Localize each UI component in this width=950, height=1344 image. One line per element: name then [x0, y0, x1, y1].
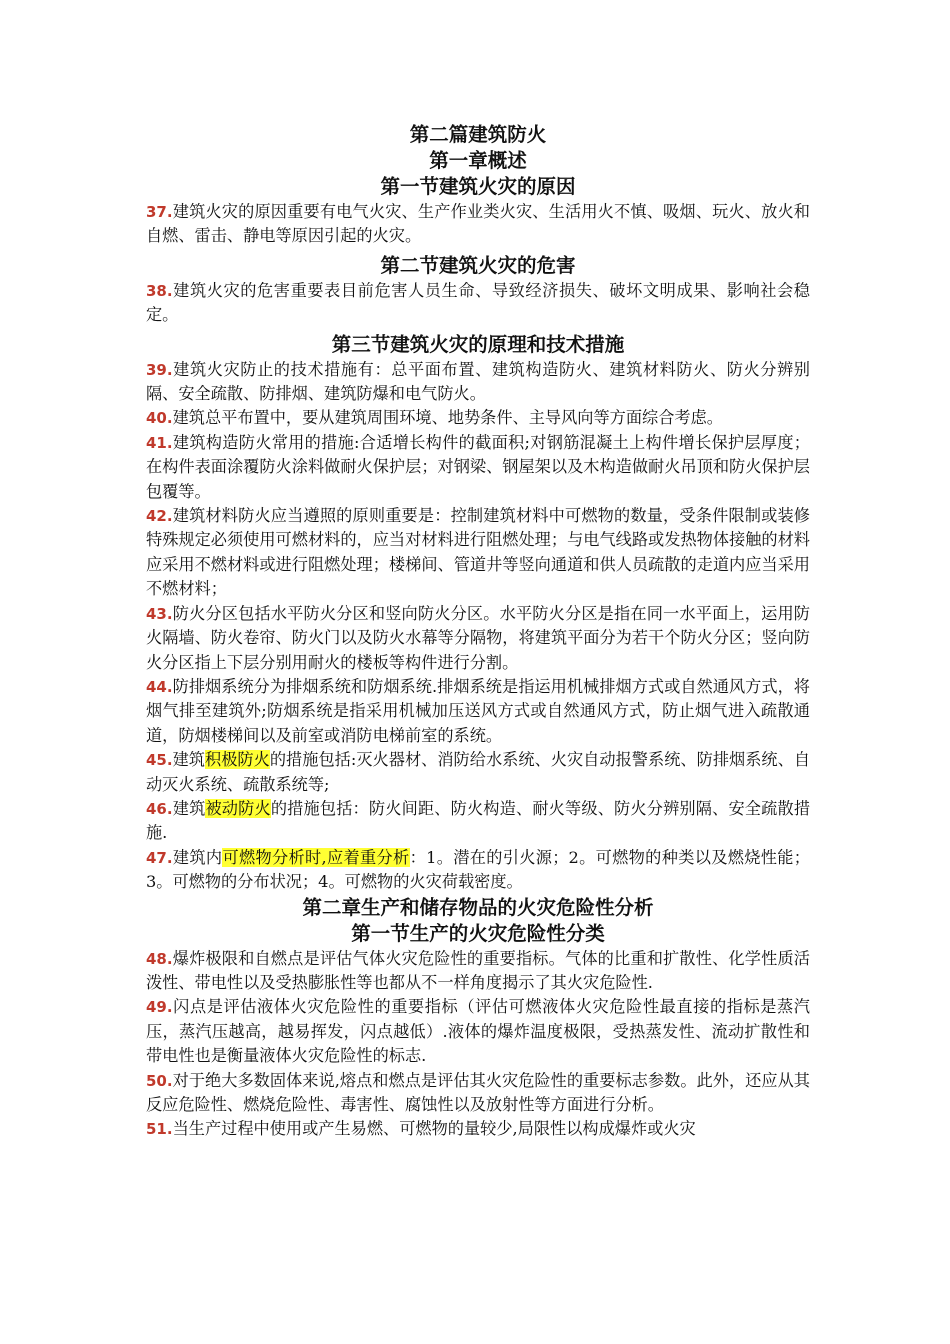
section-title: 第一节建筑火灾的原因	[380, 175, 576, 198]
section-title: 第三节建筑火灾的原理和技术措施	[331, 332, 625, 356]
paragraph-37	[146, 200, 810, 249]
paragraph-45	[146, 748, 810, 797]
item-text: 建筑火灾防止的技术措施有：总平面布置、建筑构造防火、建筑材料防火、防火分辨别隔、安全疏散、防排烟、建筑防爆和电气防火。	[146, 359, 810, 404]
item-number: 40.	[146, 409, 173, 428]
item-text-post: 的措施包括：防火间距、防火构造、耐火等级、防火分辨别隔、安全疏散措施.	[146, 798, 811, 843]
item-number: 39.	[146, 360, 173, 379]
section-title: 第一节生产的火灾危险性分类	[351, 921, 605, 945]
paragraph-46	[146, 797, 810, 846]
paragraph-41	[146, 431, 810, 504]
document-page	[146, 122, 810, 1142]
paragraph-44	[146, 675, 810, 748]
paragraph-50	[146, 1069, 810, 1118]
item-number: 43.	[146, 604, 173, 623]
item-text: 爆炸极限和自燃点是评估气体火灾危险性的重要指标。气体的比重和扩散性、化学性质活泼性、带电性以及受热膨胀性等也都从不一样角度揭示了其火灾危险性.	[146, 948, 810, 992]
item-text: 建筑构造防火常用的措施:合适增长构件的截面积;对钢筋混凝土上构件增长保护层厚度；在构件表面涂覆防火涂料做耐火保护层；对钢梁、钢屋架以及木构造做耐火吊顶和防火保护层包覆等。	[146, 432, 810, 501]
item-number: 38.	[146, 281, 173, 300]
item-text-pre: 建筑内	[172, 847, 223, 867]
item-number: 37.	[146, 203, 173, 221]
item-number: 51.	[146, 1120, 173, 1139]
paragraph-39	[146, 358, 810, 407]
item-number: 48.	[146, 949, 173, 968]
item-text-pre: 建筑	[172, 750, 206, 770]
chapter-title: 第二章生产和储存物品的火灾危险性分析	[302, 895, 654, 919]
paragraph-49	[146, 995, 810, 1068]
paragraph-47	[146, 846, 810, 895]
item-number: 50.	[146, 1071, 173, 1090]
highlighted-term: 积极防火	[205, 750, 270, 770]
chapter-title: 第一章概述	[429, 149, 527, 172]
highlighted-term: 被动防火	[205, 798, 271, 818]
paragraph-48	[146, 947, 810, 996]
item-number: 46.	[146, 799, 173, 818]
item-text: 建筑火灾的原因重要有电气火灾、生产作业类火灾、生活用火不慎、吸烟、玩火、放火和自燃、雷击、静电等原因引起的火灾。	[146, 202, 810, 246]
item-text: 闪点是评估液体火灾危险性的重要指标（评估可燃液体火灾危险性最直接的指标是蒸汽压，蒸汽压越高，越易挥发，闪点越低）.液体的爆炸温度极限，受热蒸发性、流动扩散性和带电性也是衡量液体火灾危险性的标志.	[146, 997, 810, 1066]
paragraph-43	[146, 602, 810, 675]
item-text: 防排烟系统分为排烟系统和防烟系统.排烟系统是指运用机械排烟方式或自然通风方式，将烟气排至建筑外;防烟系统是指采用机械加压送风方式或自然通风方式，防止烟气进入疏散通道，防烟楼梯间以及前室或消防电梯前室的系统。	[146, 676, 810, 745]
item-number: 45.	[146, 751, 173, 770]
item-text: 建筑总平布置中，要从建筑周围环境、地势条件、主导风向等方面综合考虑。	[172, 408, 723, 428]
item-number: 49.	[146, 998, 173, 1017]
item-text: 对于绝大多数固体来说,熔点和燃点是评估其火灾危险性的重要标志参数。此外，还应从其反应危险性、燃烧危险性、毒害性、腐蚀性以及放射性等方面进行分析。	[146, 1070, 810, 1114]
item-text: 当生产过程中使用或产生易燃、可燃物的量较少,局限性以构成爆炸或火灾	[172, 1119, 696, 1139]
item-number: 44.	[146, 677, 173, 696]
item-number: 41.	[146, 433, 173, 452]
part-title: 第二篇建筑防火	[409, 123, 547, 146]
item-text: 建筑火灾的危害重要表目前危害人员生命、导致经济损失、破坏文明成果、影响社会稳定。	[146, 280, 810, 325]
paragraph-38	[146, 279, 810, 328]
section-title: 第二节建筑火灾的危害	[380, 253, 576, 277]
item-number: 47.	[146, 848, 173, 867]
paragraph-42	[146, 504, 810, 602]
highlighted-term: 可燃物分析时,应着重分析	[222, 847, 410, 867]
item-text: 防火分区包括水平防火分区和竖向防火分区。水平防火分区是指在同一水平面上，运用防火隔墙、防火卷帘、防火门以及防火水幕等分隔物，将建筑平面分为若干个防火分区；竖向防火分区指上下层分别用耐火的楼板等构件进行分割。	[146, 603, 810, 672]
item-text-post: ：1。潜在的引火源；2。可燃物的种类以及燃烧性能；3。可燃物的分布状况；4。可燃物的火灾荷载密度。	[146, 847, 810, 892]
paragraph-51	[146, 1117, 810, 1141]
item-number: 42.	[146, 507, 173, 526]
paragraph-40	[146, 406, 810, 430]
item-text: 建筑材料防火应当遵照的原则重要是：控制建筑材料中可燃物的数量，受条件限制或装修特殊规定必须使用可燃材料的，应当对材料进行阻燃处理；与电气线路或发热物体接触的材料应采用不燃材料或进行阻燃处理；楼梯间、管道井等竖向通道和供人员疏散的走道内应当采用不燃材料；	[146, 506, 810, 599]
item-text-pre: 建筑	[172, 798, 206, 818]
item-text-post: 的措施包括:灭火器材、消防给水系统、火灾自动报警系统、防排烟系统、自动灭火系统、疏散系统等;	[146, 750, 811, 794]
